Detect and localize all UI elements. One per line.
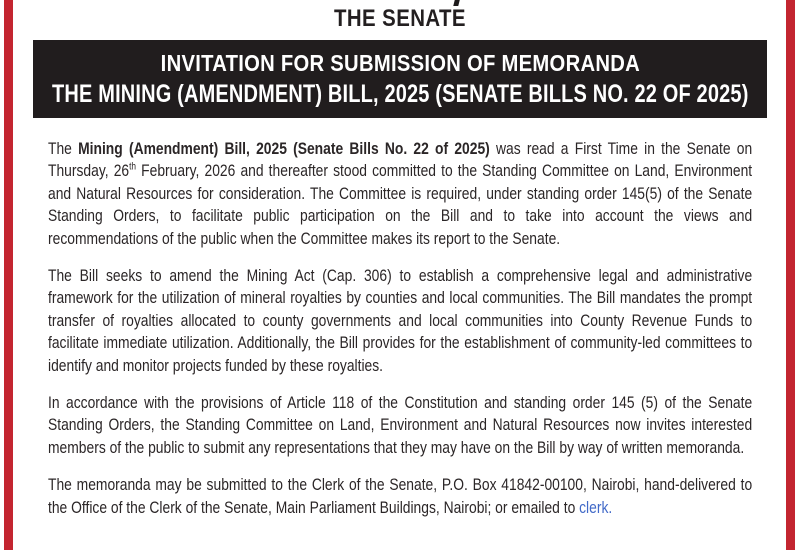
p1-bill-name-bold: Mining (Amendment) Bill, 2025 (Senate Bills No. 22 of 2025)	[78, 139, 490, 158]
notice-body	[48, 138, 752, 534]
right-red-border	[786, 0, 795, 550]
p1-pre: The	[48, 139, 79, 158]
paragraph-bill-purpose: The Bill seeks to amend the Mining Act (Cap. 306) to establish a comprehensive legal and administrative framework for the utilization of mineral royalties by counties and local communities. The Bill mandates the prompt transfer of royalties allocated to county governments and local communities into County Revenue Funds to facilitate immediate utilization. Additionally, the Bill provides for the establishment of community-led committees to identify and monitor projects funded by these royalties.	[48, 266, 753, 375]
paragraph-submission-details	[48, 474, 752, 519]
p1-rest: February, 2026 and thereafter stood committed to the Standing Committee on Land, Environment and Natural Resources for consideration. The Committee is required, under standing order 145(5) of the Senate Standing Orders, to facilitate public participation on the Bill and to take into account the views and recommendations of the public when the Committee makes its report to the Senate.	[48, 161, 753, 248]
banner-bill-title-line: THE MINING (AMENDMENT) BILL, 2025 (SENATE BILLS NO. 22 OF 2025)	[51, 79, 749, 108]
left-red-border	[4, 0, 13, 550]
p4-text: The memoranda may be submitted to the Clerk of the Senate, P.O. Box 41842-00100, Nairobi, hand-delivered to the Office of the Clerk of the Senate, Main Parliament Buildings, Nairobi; or emailed to	[48, 475, 753, 517]
paragraph-first-reading	[48, 138, 752, 250]
email-link[interactable]: clerk.	[579, 497, 613, 517]
paragraph-public-invitation: In accordance with the provisions of Article 118 of the Constitution and standing order 145 (5) of the Senate Standing Orders, the Standing Committee on Land, Environment and Natural Resources now invites interested members of the public to submit any representations that they may have on the Bill by way of written memoranda.	[48, 393, 753, 457]
notice-banner	[33, 40, 767, 118]
banner-invitation-line: INVITATION FOR SUBMISSION OF MEMORANDA	[160, 49, 640, 76]
p1-ordinal-suffix: th	[129, 161, 137, 173]
p1-mid: was read a First Time in the Senate on Thursday, 26	[48, 139, 753, 181]
page-title: THE SENATE	[334, 5, 466, 32]
